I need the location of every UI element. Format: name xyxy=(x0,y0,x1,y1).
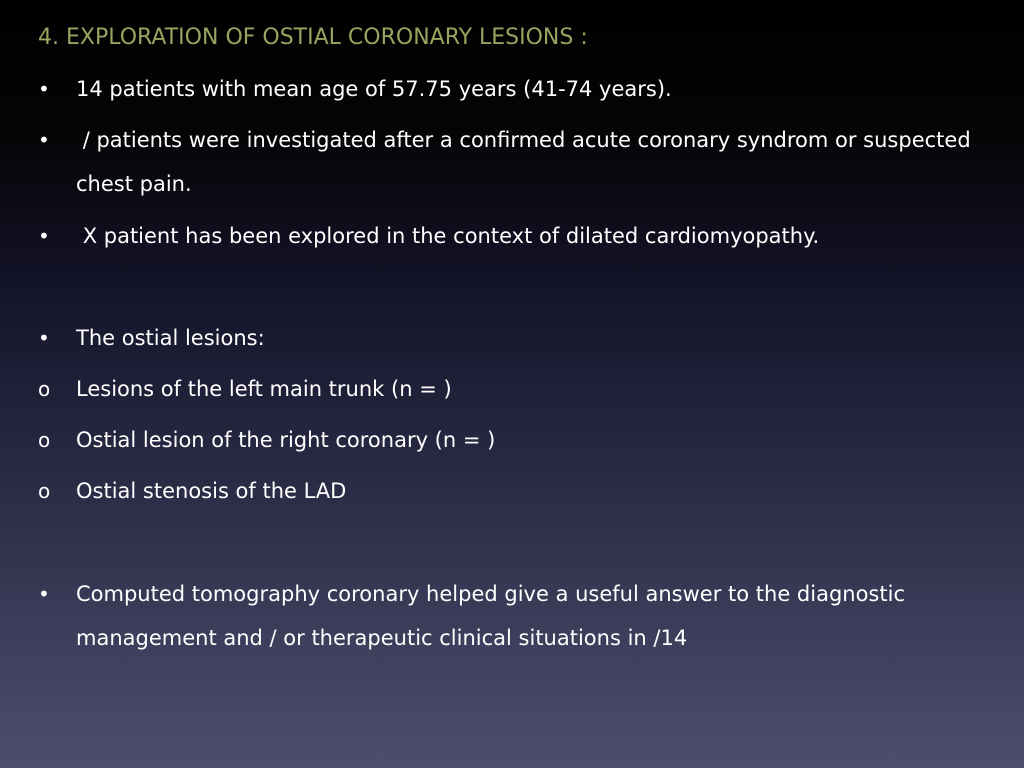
bullet-text: / patients were investigated after a confirmed acute coronary syndrom or suspected chest pain. xyxy=(76,128,978,196)
sub-bullet-marker: o xyxy=(38,479,51,503)
sub-bullet-marker: o xyxy=(38,428,51,452)
sub-bullet-text: Ostial lesion of the right coronary (n = ) xyxy=(76,428,496,452)
sub-bullet-marker: o xyxy=(38,377,51,401)
bullet-marker: • xyxy=(38,128,50,152)
bullet-marker: • xyxy=(38,582,50,606)
bullet-text: The ostial lesions: xyxy=(76,326,265,350)
bullet-text: X patient has been explored in the context of dilated cardiomyopathy. xyxy=(76,224,820,248)
slide-title: 4. EXPLORATION OF OSTIAL CORONARY LESIONS : xyxy=(38,25,588,50)
sub-bullet-text: Lesions of the left main trunk (n = ) xyxy=(76,377,452,401)
sub-bullet-text: Ostial stenosis of the LAD xyxy=(76,479,347,503)
bullet-marker: • xyxy=(38,326,50,350)
bullet-marker: • xyxy=(38,77,50,101)
bullet-marker: • xyxy=(38,224,50,248)
bullet-text: 14 patients with mean age of 57.75 years (41-74 years). xyxy=(76,77,672,101)
bullet-text: Computed tomography coronary helped give a useful answer to the diagnostic management and / or therapeutic clinical situations in /14 xyxy=(76,582,905,650)
